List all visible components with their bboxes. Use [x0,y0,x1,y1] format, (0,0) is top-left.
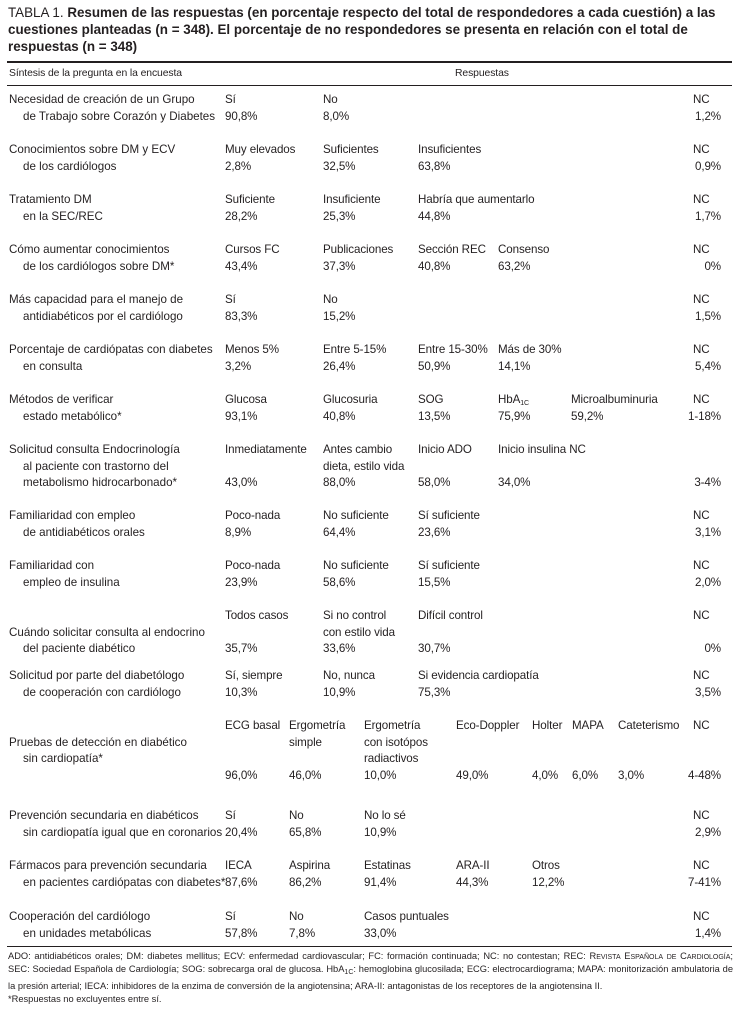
answer-label [418,668,539,685]
answer-value: 8,0% [323,109,350,123]
nc-value: 1,4% [694,926,721,940]
answer-label-text: Entre 15-30% [418,343,488,356]
answer-label-text: Glucosuria [323,393,378,406]
question-line: al paciente con trastorno del [23,459,169,473]
question-line: Porcentaje de cardiópatas con diabetes [9,343,213,356]
answer-value: 10,3% [225,685,258,699]
question-cell [9,142,175,175]
answer-value: 7,8% [289,926,316,940]
answer-value: 4,0% [532,768,559,782]
nc-label: NC [693,243,710,256]
footnote-abbrev-2: ; SEC: Sociedad Española de Cardiología; SOG: sobrecarga oral de glucosa. HbA [8,951,733,975]
question-line: Cooperación del cardiólogo [9,910,151,923]
footnote [8,950,733,1007]
answer-label-line: radiactivos [364,752,419,765]
question-line: metabolismo hidrocarbonado* [23,476,178,489]
answer-value: 15,2% [323,309,356,323]
question-line: en la SEC/REC [23,209,103,223]
answer-value: 44,8% [418,209,451,223]
question-line: del paciente diabético [23,642,136,655]
answer-value: 15,5% [418,575,451,589]
question-line: en pacientes cardiópatas con diabetes* [23,875,226,889]
answer-label-text: No suficiente [323,559,389,572]
answer-label-text: ARA-II [456,859,490,872]
answer-value: 32,5% [323,159,356,173]
nc-value: 7-41% [687,875,721,889]
answer-label-text: Antes cambio [323,443,393,456]
nc-value: 2,0% [694,575,721,589]
answer-label [225,608,288,625]
question-cell [9,192,103,225]
question-line: en unidades metabólicas [23,926,152,940]
question-line: Solicitud por parte del diabetólogo [9,669,185,682]
answer-label-text: Suficientes [323,143,379,156]
answer-label-text: Sí [225,293,236,306]
answer-label-text: Poco-nada [225,559,281,572]
answer-label [289,808,304,825]
answer-label [456,858,490,875]
answer-label [225,442,307,459]
answer-value: 58,6% [323,575,356,589]
answer-label [418,508,480,525]
question-cell [9,668,184,701]
header-rule [7,85,732,86]
question-cell [9,392,122,425]
answer-label [456,718,519,735]
answer-label-text: Sí [225,93,236,106]
answer-label-text: Inmediatamente [225,443,307,456]
answer-label [225,342,279,359]
header-answers: Respuestas [455,68,509,79]
question-cell [9,558,120,591]
answer-value: 75,9% [498,409,531,423]
answer-label [364,718,420,735]
question-line: Conocimientos sobre DM y ECV [9,143,176,156]
nc-label: NC [693,609,710,622]
nc-label: NC [693,143,710,156]
nc-label: NC [693,559,710,572]
answer-label [323,558,389,575]
answer-label-text: Cursos FC [225,243,280,256]
nc-label: NC [693,293,710,306]
bottom-rule [7,946,732,947]
answer-label-text: Menos 5% [225,343,279,356]
answer-label [572,718,604,735]
nc-value: 3-4% [694,476,721,489]
answer-label [323,508,389,525]
question-line: Fármacos para prevención secundaria [9,859,207,872]
answer-label-text: Sí suficiente [418,509,480,522]
question-line: de Trabajo sobre Corazón y Diabetes [23,109,216,123]
answer-label [323,292,338,309]
answer-label [364,808,406,825]
nc-value: 2,9% [694,825,721,839]
question-line: Cómo aumentar conocimientos [9,243,170,256]
question-line: Tratamiento DM [9,193,92,206]
answer-label [498,242,549,259]
footnote-journal: Revista Española de Cardiología [589,951,731,961]
answer-label [225,142,295,159]
answer-value: 63,8% [418,159,451,173]
answer-value: 44,3% [456,875,489,889]
answer-label-text: Si no control [323,609,387,622]
answer-label [418,142,481,159]
answer-label-text: Sí, siempre [225,669,283,682]
answer-label-text: Suficiente [225,193,275,206]
answer-label [418,342,488,359]
answer-label [532,858,560,875]
answer-label-text: No [289,910,304,923]
answer-label-subscript: 1C [520,400,530,407]
answer-label-text: Glucosa [225,393,267,406]
question-line: antidiabéticos por el cardiólogo [23,309,183,323]
answer-label [225,242,280,259]
answer-label-text: Sí [225,809,236,822]
question-line: Prevención secundaria en diabéticos [9,809,199,822]
answer-value: 83,3% [225,309,258,323]
answer-label-text: Casos puntuales [364,910,449,923]
answer-label [532,718,562,735]
answer-value: 34,0% [498,476,531,489]
nc-value: 0% [704,259,721,273]
answer-label-text: Consenso [498,243,550,256]
answer-value: 40,8% [418,259,451,273]
question-cell [9,858,225,891]
nc-value: 3,1% [694,525,721,539]
nc-value: 3,5% [694,685,721,699]
nc-label: NC [693,809,710,822]
answer-value: 37,3% [323,259,356,273]
answer-value: 75,3% [418,685,451,699]
answer-label [225,558,280,575]
answer-label [225,858,252,875]
answer-label-text: HbA [498,393,521,406]
question-line: Más capacidad para el manejo de [9,293,184,306]
answer-label [225,909,236,926]
answer-label-text: Difícil control [418,609,483,622]
answer-label [225,92,236,109]
nc-value: 0,9% [694,159,721,173]
answer-label-text: Eco-Doppler [456,719,520,732]
question-line: de cooperación con cardiólogo [23,685,181,699]
answer-value: 14,1% [498,359,531,373]
answer-label [323,392,377,409]
table-title-block [8,4,732,55]
table-label: TABLA 1. [8,5,64,20]
answer-value: 13,5% [418,409,451,423]
question-line: de los cardiólogos [23,159,117,173]
answer-label [498,342,561,359]
answer-label [323,142,379,159]
answer-label-text: No [289,809,304,822]
answer-label [323,92,338,109]
answer-label-text: Insuficientes [418,143,482,156]
answer-label-text: Holter [532,719,563,732]
answer-label-text: SOG [418,393,444,406]
answer-label [364,858,411,875]
answer-label [418,442,472,459]
answer-label [418,242,486,259]
answer-label [225,192,275,209]
answer-label-text: No [323,293,338,306]
nc-value: 1-18% [687,409,721,423]
nc-value: 0% [704,642,721,655]
answer-value: 33,0% [364,926,397,940]
answer-value: 23,9% [225,575,258,589]
question-line: de antidiabéticos orales [23,525,145,539]
answer-value: 64,4% [323,525,356,539]
answer-label-line: con estilo vida [323,625,395,639]
answer-value: 8,9% [225,525,252,539]
answer-label-text: Entre 5-15% [323,343,387,356]
footnote-abbrev-1: ADO: antidiabéticos orales; DM: diabetes mellitus; ECV: enfermedad cardiovascular; FC: formación continuada; NC: no contestan; REC: [8,951,590,961]
footnote-asterisk: *Respuestas no excluyentes entre sí. [8,994,162,1005]
answer-value: 87,6% [225,875,258,889]
question-cell [9,625,205,658]
answer-label [225,718,280,735]
question-line: Familiaridad con [9,559,95,572]
question-line: en consulta [23,359,83,373]
answer-value: 35,7% [225,642,258,655]
answer-label [225,808,236,825]
answer-value: 23,6% [418,525,451,539]
answer-value: 3,0% [618,768,645,782]
nc-label: NC [693,669,710,682]
table-title: Resumen de las respuestas (en porcentaje respecto del total de respondedores a cada cuestión) a las cuestiones planteadas (n = 348). El porcentaje de no respondedores se presenta en relación con el total de respuestas (n = 348) [8,5,716,54]
answer-label [418,558,480,575]
question-line: estado metabólico* [23,409,122,423]
answer-label-text: Microalbuminuria [571,393,658,406]
answer-label-text: Si evidencia cardiopatía [418,669,539,682]
answer-value: 88,0% [323,476,356,489]
answer-label-text: Ergometría [364,719,421,732]
answer-label [618,718,679,735]
answer-value: 30,7% [418,642,451,655]
answer-value: 33,6% [323,642,356,655]
question-line: Necesidad de creación de un Grupo [9,93,195,106]
answer-value: 3,2% [225,359,252,373]
footnote-hba-sub: 1C [344,969,354,977]
answer-label-text: ECG basal [225,719,281,732]
answer-value: 28,2% [225,209,258,223]
nc-label: NC [693,509,710,522]
answer-value: 65,8% [289,825,322,839]
nc-label: NC [693,93,710,106]
question-cell [9,808,222,841]
answer-label-line: dieta, estilo vida [323,459,405,473]
answer-label [323,668,375,685]
footnote-abbrev-3: : hemoglobina glucosilada; ECG: electrocardiograma; MAPA: monitorización ambulatoria de la presión arterial; IECA: inhibidores de la enzima de conversión de la angiotensina; ARA-II: antagonistas de los receptores de la angiotensina II. [8,964,733,991]
question-cell [9,442,180,492]
answer-label-text: Insuficiente [323,193,381,206]
answer-label-text: No suficiente [323,509,389,522]
answer-label-text: Ergometría [289,719,346,732]
answer-label [418,192,535,209]
answer-value: 90,8% [225,109,258,123]
answer-value: 63,2% [498,259,531,273]
answer-label [225,508,280,525]
answer-label-text: No lo sé [364,809,406,822]
answer-value: 93,1% [225,409,258,423]
answer-label-text: Sí [225,910,236,923]
answer-label [364,909,449,926]
question-cell [9,909,151,942]
answer-label-text: IECA [225,859,252,872]
answer-value: 46,0% [289,768,322,782]
answer-value: 6,0% [572,768,599,782]
question-line: Solicitud consulta Endocrinología [9,443,180,456]
answer-label [289,858,330,875]
answer-label-line: con isotópos [364,735,428,749]
question-cell [9,342,213,375]
question-cell [9,735,187,768]
nc-label: NC [693,719,710,732]
answer-label-text: Poco-nada [225,509,281,522]
answer-value: 10,9% [364,825,397,839]
answer-label-text: Inicio insulina NC [498,443,586,456]
answer-label-text: Inicio ADO [418,443,472,456]
answer-value: 96,0% [225,768,258,782]
answer-label-text: No [323,93,338,106]
answer-value: 43,0% [225,476,258,489]
question-cell [9,92,215,125]
question-line: Cuándo solicitar consulta al endocrino [9,625,205,639]
nc-label: NC [693,910,710,923]
answer-label-text: Habría que aumentarlo [418,193,535,206]
answer-label [289,718,345,735]
answer-label [418,392,443,409]
nc-label: NC [693,393,710,406]
question-line: Familiaridad con empleo [9,509,136,522]
top-rule [7,61,732,63]
nc-label: NC [693,859,710,872]
question-line: sin cardiopatía igual que en coronarios [23,825,223,839]
answer-label-line: simple [289,735,322,749]
answer-value: 25,3% [323,209,356,223]
answer-label-text: Muy elevados [225,143,296,156]
question-cell [9,292,183,325]
answer-label-text: MAPA [572,719,604,732]
answer-value: 40,8% [323,409,356,423]
answer-value: 10,0% [364,768,397,782]
answer-value: 49,0% [456,768,489,782]
nc-value: 1,5% [694,309,721,323]
answer-label-text: Sección REC [418,243,486,256]
answer-value: 59,2% [571,409,604,423]
answer-label [323,442,392,459]
nc-value: 1,2% [694,109,721,123]
answer-value: 58,0% [418,476,451,489]
answer-value: 57,8% [225,926,258,940]
answer-label [225,392,267,409]
nc-value: 5,4% [694,359,721,373]
question-line: Pruebas de detección en diabético [9,735,187,749]
answer-value: 50,9% [418,359,451,373]
answer-value: 2,8% [225,159,252,173]
answer-value: 20,4% [225,825,258,839]
question-line: sin cardiopatía* [23,752,103,765]
nc-value: 1,7% [694,209,721,223]
answer-label-text: Sí suficiente [418,559,480,572]
answer-label-text: Más de 30% [498,343,562,356]
question-line: empleo de insulina [23,575,120,589]
nc-label: NC [693,193,710,206]
answer-label [225,668,283,685]
question-line: de los cardiólogos sobre DM* [23,259,175,273]
question-cell [9,508,145,541]
answer-label-text: Todos casos [225,609,289,622]
answer-value: 10,9% [323,685,356,699]
nc-value: 4-48% [687,768,721,782]
question-cell [9,242,174,275]
answer-value: 43,4% [225,259,258,273]
header-question: Síntesis de la pregunta en la encuesta [9,68,182,79]
answer-label [323,608,386,625]
answer-label-text: Publicaciones [323,243,394,256]
answer-value: 91,4% [364,875,397,889]
answer-label [323,342,386,359]
answer-label [418,608,483,625]
question-line: Métodos de verificar [9,393,114,406]
nc-label: NC [693,343,710,356]
answer-value: 86,2% [289,875,322,889]
answer-value: 12,2% [532,875,565,889]
answer-label-text: Estatinas [364,859,411,872]
answer-label-text: Cateterismo [618,719,680,732]
answer-label-text: No, nunca [323,669,375,682]
answer-label [289,909,304,926]
answer-value: 26,4% [323,359,356,373]
answer-label-text: Aspirina [289,859,331,872]
answer-label-text: Otros [532,859,560,872]
answer-label [225,292,236,309]
answer-label [571,392,658,409]
answer-label [498,442,586,459]
answer-label [323,242,393,259]
answer-label [323,192,380,209]
